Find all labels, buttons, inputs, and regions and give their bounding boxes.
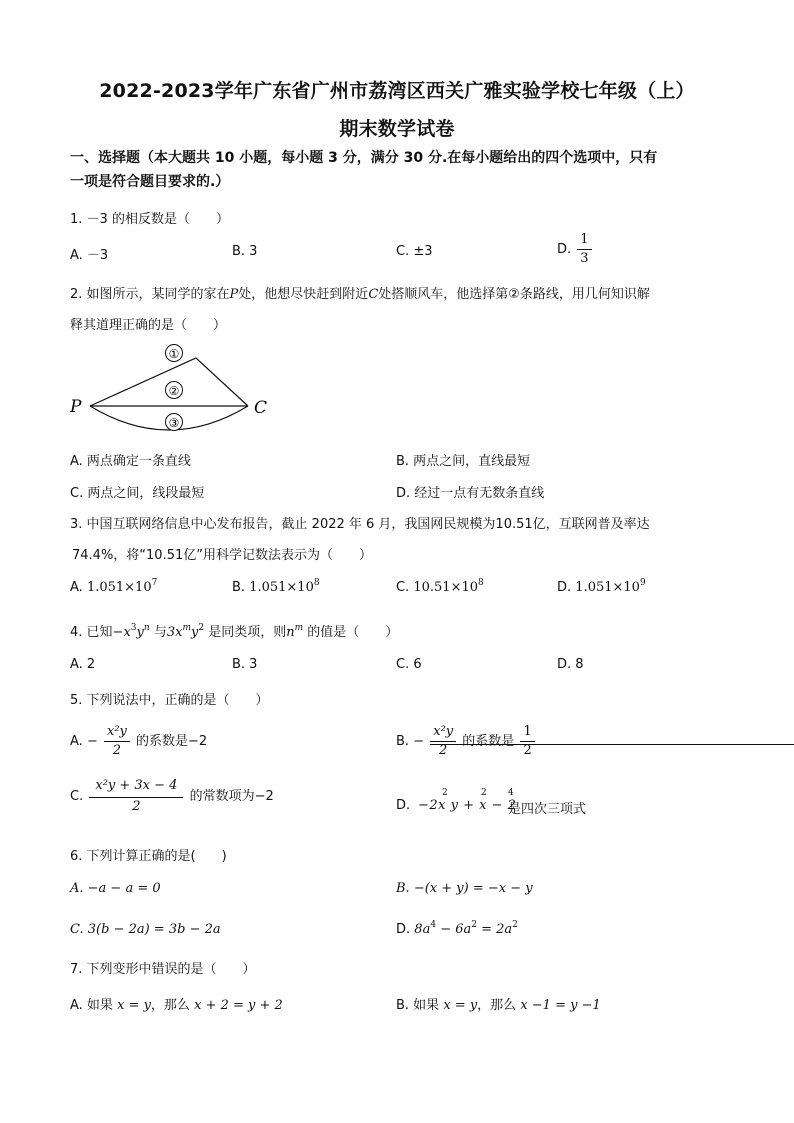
q3-stem-line2: 74.4%，将“10.51亿”用科学记数法表示为（ ）	[72, 548, 372, 563]
q3-option-a-exponent: 7	[151, 578, 158, 588]
q3-option-b-exponent: 8	[313, 578, 320, 588]
q7-option-b-result: x −1 = y −1	[520, 998, 601, 1013]
q4-term2-x-exp: m	[182, 623, 191, 633]
q5-option-b-fraction	[430, 724, 456, 759]
q5-option-d-text: 是四次三项式	[508, 802, 587, 817]
q6-option-d-term2: − 6a	[436, 922, 472, 937]
section-heading-line1: 一、选择题（本大题共 10 小题，每小题 3 分，满分 30 分.在每小题给出的四个选项中，只有	[70, 150, 658, 166]
q4-stem-part1: 4. 已知	[70, 625, 113, 640]
q4-stem-part2: 与	[153, 625, 167, 640]
q5-option-a-text: 的系数是−2	[136, 734, 208, 749]
q4-power-exp: m	[294, 623, 304, 633]
q5-option-d-exp1: 2	[442, 788, 448, 798]
q6-option-c: C. 3(b − 2a) = 3b − 2a	[70, 922, 221, 937]
q6-option-d-exp3: 2	[512, 920, 518, 930]
q6-option-d-term1: 8a	[414, 922, 431, 937]
point-p-label: P	[70, 397, 82, 417]
fraction-denominator: 2	[439, 743, 448, 758]
q5-option-c-fraction	[89, 778, 183, 815]
q3-option-a	[70, 580, 157, 595]
q1-option-c: C. ±3	[396, 244, 433, 259]
q6-option-d-result: = 2a	[476, 922, 513, 937]
q5-option-a-fraction	[104, 724, 130, 759]
exam-title-line1: 2022-2023学年广东省广州市荔湾区西关广雅实验学校七年级（上）	[99, 80, 695, 102]
exam-title-line2: 期末数学试卷	[339, 118, 455, 140]
route-1-label: ①	[168, 347, 180, 361]
q6-stem: 6. 下列计算正确的是( )	[70, 849, 227, 864]
q4-stem	[70, 621, 398, 640]
q1-stem: 1. －3 的相反数是（ ）	[70, 212, 229, 227]
q5-option-d-expression: −2x y + x − 2	[418, 798, 517, 813]
q7-option-a-condition: x = y	[117, 998, 151, 1013]
q5-option-b-text: 的系数是	[462, 734, 515, 749]
point-c-label: C	[254, 398, 268, 418]
q5-option-a-sign: −	[86, 734, 98, 749]
q4-option-b: B. 3	[232, 657, 258, 672]
q2-stem-point-p: P	[229, 287, 239, 302]
q3-option-b-base: 1.051×10	[249, 580, 314, 595]
q3-option-d	[557, 580, 646, 595]
q5-stem: 5. 下列说法中，正确的是（ ）	[70, 693, 269, 708]
q4-term2-y-exp: 2	[198, 623, 205, 633]
q6-option-a: A. −a − a = 0	[70, 881, 161, 896]
q1-option-b: B. 3	[232, 244, 258, 259]
q2-option-d: D. 经过一点有无数条直线	[396, 486, 545, 501]
q3-option-d-base: 1.051×10	[575, 580, 640, 595]
q5-option-d-label: D.	[396, 798, 411, 813]
q6-option-d-exp2: 2	[471, 920, 477, 930]
q4-option-a: A. 2	[70, 657, 96, 672]
q5-option-d-exp2: 2	[481, 788, 487, 798]
route-2-label: ②	[168, 384, 180, 398]
q1-option-d-label: D.	[557, 242, 572, 257]
q4-term1-y: y	[136, 625, 144, 640]
q4-power-base: n	[286, 625, 295, 640]
q2-option-c: C. 两点之间，线段最短	[70, 486, 205, 501]
q5-option-b-label: B.	[396, 734, 410, 749]
fraction-numerator: 1	[520, 724, 534, 742]
q3-option-c-exponent: 8	[478, 578, 484, 588]
q4-stem-part3: 是同类项，则	[208, 625, 287, 640]
q4-term1-x-exp: 3	[130, 623, 137, 633]
q2-option-b: B. 两点之间，直线最短	[396, 454, 531, 469]
q2-option-a: A. 两点确定一条直线	[70, 454, 191, 469]
q2-stem-line1	[70, 283, 650, 302]
q3-option-b-label: B.	[232, 580, 246, 595]
q1-option-a: A. －3	[70, 248, 109, 263]
q1-option-d	[557, 232, 594, 267]
q6-option-d	[396, 922, 518, 937]
q4-term1-x: −x	[112, 625, 131, 640]
q2-stem-part2: 处，他想尽快赶到附近	[238, 287, 369, 302]
q2-stem-part1: 2. 如图所示，某同学的家在	[70, 287, 230, 302]
q4-term2-y: y	[190, 625, 199, 640]
fraction-denominator: 2	[112, 743, 122, 758]
fraction-denominator: 3	[580, 251, 589, 266]
route-3-label: ③	[168, 416, 180, 430]
fraction-denominator: 2	[132, 799, 141, 814]
q6-option-b: B. −(x + y) = −x − y	[396, 881, 533, 896]
q2-stem-point-c: C	[368, 287, 379, 302]
q5-option-a	[70, 724, 207, 759]
q5-option-b-sign: −	[413, 734, 425, 749]
q7-option-b-condition: x = y	[443, 998, 478, 1013]
q6-option-d-exp1: 4	[430, 920, 437, 930]
fraction-numerator: x²y + 3x − 4	[89, 778, 183, 798]
q3-option-d-label: D.	[557, 580, 572, 595]
q2-stem-line2: 释其道理正确的是（ ）	[70, 318, 227, 333]
q7-option-a	[70, 994, 283, 1013]
fraction-numerator: x²y	[430, 724, 456, 742]
q1-option-d-fraction	[577, 232, 591, 267]
fraction-numerator: 1	[577, 232, 591, 250]
q2-route-figure	[66, 338, 286, 442]
q4-term2-x: 3x	[166, 625, 183, 640]
q5-option-c	[70, 778, 274, 815]
q4-option-d: D. 8	[557, 657, 584, 672]
q5-option-a-label: A.	[70, 734, 83, 749]
q3-option-a-base: 1.051×10	[86, 580, 152, 595]
q6-option-d-label: D.	[396, 922, 411, 937]
q5-option-b	[396, 724, 537, 759]
q7-option-a-result: x + 2 = y + 2	[194, 998, 283, 1013]
q3-option-b	[232, 580, 320, 595]
q4-stem-part4: 的值是（ ）	[307, 625, 399, 640]
q4-option-c: C. 6	[396, 657, 422, 672]
q7-option-a-then: ，那么	[150, 998, 190, 1013]
route-1-path	[90, 358, 248, 406]
q3-option-c-base: 10.51×10	[413, 580, 479, 595]
q3-stem-line1: 3. 中国互联网络信息中心发布报告，截止 2022 年 6 月，我国网民规模为10.51亿，互联网普及率达	[70, 517, 650, 532]
fraction-numerator: x²y	[104, 724, 130, 742]
q7-option-b-then: ，那么	[477, 998, 517, 1013]
q7-stem: 7. 下列变形中错误的是（ ）	[70, 962, 256, 977]
q7-option-b-prefix: B. 如果	[396, 998, 440, 1013]
section-heading	[70, 146, 730, 194]
q5-option-d-exp3: 4	[508, 788, 514, 798]
q4-term1-y-exp: n	[143, 623, 150, 633]
q3-option-d-exponent: 9	[639, 578, 646, 588]
q5-option-c-label: C.	[70, 789, 84, 804]
q3-option-c-label: C.	[396, 580, 410, 595]
q5-option-b-value-fraction	[520, 724, 534, 759]
q7-option-b	[396, 994, 601, 1013]
q2-stem-part3: 处搭顺风车，他选择第②条路线，用几何知识解	[378, 287, 650, 302]
q7-option-a-prefix: A. 如果	[70, 998, 113, 1013]
q3-option-a-label: A.	[70, 580, 83, 595]
q3-option-c	[396, 580, 484, 595]
section-heading-line2: 一项是符合题目要求的.）	[70, 174, 230, 190]
fraction-denominator: 2	[523, 743, 532, 758]
q5-option-c-text: 的常数项为−2	[189, 789, 274, 804]
